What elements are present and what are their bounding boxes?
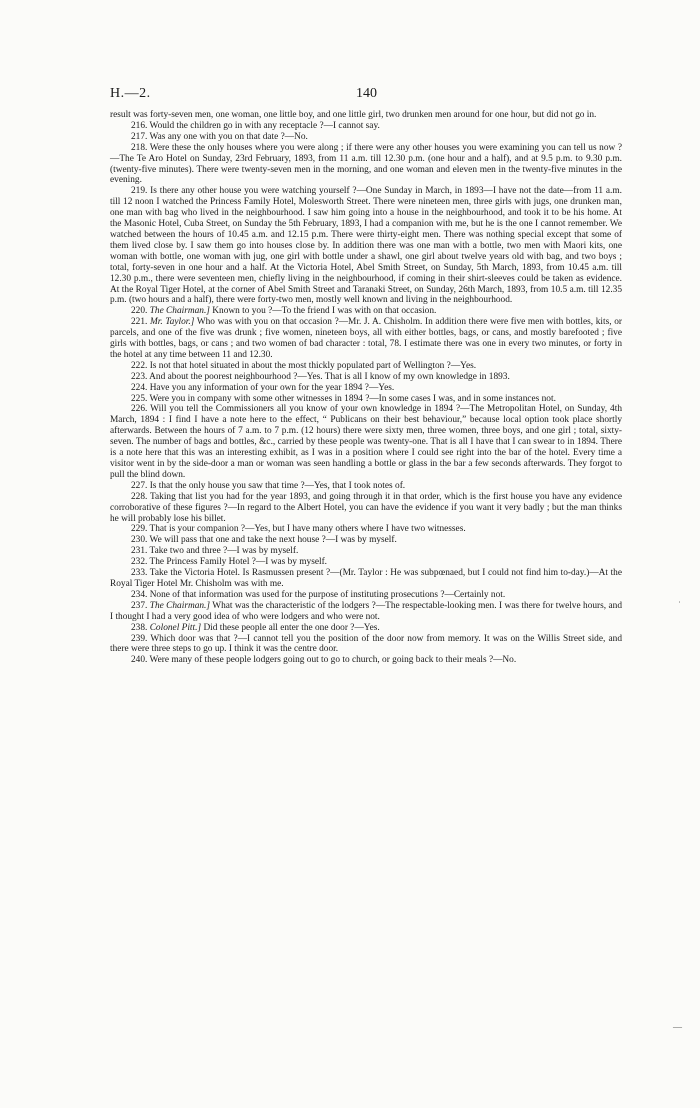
paragraph: 233. Take the Victoria Hotel. Is Rasmussen present ?—(Mr. Taylor : He was subpœnaed, but I could not find him to-day.)—At the Royal Tiger Hotel Mr. Chisholm was with me.	[110, 568, 622, 589]
paragraph: result was forty-seven men, one woman, one little boy, and one little girl, two drunken men around for one hour, but did not go in.	[110, 110, 597, 120]
paragraph: 228. Taking that list you had for the year 1893, and going through it in that order, which is the first house you have any evidence corroborative of these figures ?—In regard to the Albert Hotel, you can have the evidence if you want it very badly ; but the man thinks he will probably lose his billet.	[110, 491, 622, 524]
page-number: 140	[356, 86, 377, 101]
question-number: 221.	[131, 317, 148, 328]
speaker-label: The Chairman.]	[149, 600, 211, 611]
speaker-label: The Chairman.]	[149, 306, 210, 317]
paragraph-text: Who was with you on that occasion ?—Mr. J. A. Chisholm. In addition there were five men with bottles, kits, or parcels, and one of the five was drunk ; five women, nineteen boys, all with either bottles, bags, or cans, and mostly barefooted ; five girls with bottles, bags, or cans ; and two women of bad character : total, 78. I estimate there was one in every two minutes, or forty in the hotel at any time between 11 and 12.30.	[110, 317, 622, 360]
paragraph: 219. Is there any other house you were watching yourself ?—One Sunday in March, in 1893—I have not the date—from 11 a.m. till 12 noon I watched the Princess Family Hotel, Molesworth Street. There were nineteen men, three girls with jugs, one drunken man, one man with bag who lived in the neighbourhood. I saw him going into a house in the neighbourhood, and took it to be his home. At the Masonic Hotel, Cuba Street, on Sunday the 5th February, 1893, I had a companion with me, but he is the one I cannot remember. We watched between the hours of 10.45 a.m. and 12.15 p.m. There were thirty-eight men. There was nothing special except that some of them lived close by. I saw them go into houses close by. In addition there was one man with a bottle, two men with Maori kits, one woman with bottle, one woman with jug, one girl with bottle under a shawl, one girl about twelve years old with bag, and two boys ; total, forty-seven in one hour and a half. At the Victoria Hotel, Abel Smith Street, on Sunday, 5th March, 1893, from 10.45 a.m. till 12.30 p.m., there were seventeen men, chiefly living in the neighbourhood, if coming in their shirt-sleeves could be taken as evidence. At the Royal Tiger Hotel, at the corner of Abel Smith Street and Taranaki Street, on Sunday, 26th March, 1893, from 10.5 a.m. till 12.35 p.m. (two hours and a half), there were forty-two men, mostly well known and living in the neighbourhood.	[110, 186, 622, 306]
speaker-label: Mr. Taylor.]	[150, 317, 195, 328]
paragraph	[110, 317, 622, 361]
paragraph: 226. Will you tell the Commissioners all you know of your own knowledge in 1894 ?—The Metropolitan Hotel, on Sunday, 4th March, 1894 : I find I have a note here to the effect, “ Publicans on their best behaviour,” because local option took place shortly afterwards. Between the hours of 7 a.m. to 7 p.m. (12 hours) there were sixty men, three women, three boys, and one girl ; total, sixty-seven. The number of bags and bottles, &c., carried by these people was twenty-one. That is all I have that I can swear to in 1894. There is a note here that this was an interesting exhibit, as I was in a position where I could see right into the bar of the hotel. Every time a visitor went in by the side-door a man or woman was seen handling a bottle or glass in the bar a few seconds afterwards. They forgot to pull the blind down.	[110, 404, 622, 480]
question-number: 238.	[131, 622, 148, 633]
paragraph: 217. Was any one with you on that date ?—No.	[131, 131, 308, 142]
paragraph	[110, 623, 622, 634]
paragraph: 232. The Princess Family Hotel ?—I was by myself.	[131, 557, 328, 568]
margin-mark: —	[673, 1022, 682, 1032]
paragraph: 227. Is that the only house you saw that time ?—Yes, that I took notes of.	[131, 480, 406, 491]
paragraph-text: 239. Which door was that ?—I cannot tell you the position of the door now from memory. It was on the Willis Street side, and there were three steps to go up. I think it was the centre door.	[110, 633, 622, 655]
speaker-label: Colonel Pitt.]	[149, 622, 202, 633]
document-reference: H.—2.	[110, 86, 151, 101]
paragraph: 223. And about the poorest neighbourhood ?—Yes. That is all I know of my own knowledge in 1893.	[131, 371, 510, 382]
question-number: 220.	[131, 306, 148, 317]
paragraph: 216. Would the children go in with any receptacle ?—I cannot say.	[131, 120, 380, 131]
margin-mark: ˙	[678, 600, 681, 610]
paragraph	[110, 634, 622, 656]
paragraph: 229. That is your companion ?—Yes, but I have many others where I have two witnesses.	[131, 524, 466, 535]
paragraph: 234. None of that information was used for the purpose of instituting prosecutions ?—Certainly not.	[131, 589, 506, 600]
page-header	[110, 86, 622, 104]
paragraph: 231. Take two and three ?—I was by myself.	[131, 546, 299, 557]
paragraph: 222. Is not that hotel situated in about the most thickly populated part of Wellington ?—Yes.	[131, 360, 477, 371]
paragraph-text: Did these people all enter the one door ?—Yes.	[203, 622, 380, 633]
paragraph: 225. Were you in company with some other witnesses in 1894 ?—In some cases I was, and in some instances not.	[131, 393, 556, 404]
question-number: 237.	[131, 600, 148, 611]
paragraph	[110, 601, 622, 623]
paragraph: 224. Have you any information of your own for the year 1894 ?—Yes.	[131, 382, 395, 393]
page-body	[110, 110, 622, 666]
paragraph	[110, 306, 622, 317]
paragraph-text: What was the characteristic of the lodgers ?—The respectable-looking men. I was there for twelve hours, and I thought I had a very good idea of who were lodgers and who were not.	[110, 600, 622, 622]
paragraph: 218. Were these the only houses where you were along ; if there were any other houses you were examining you can tell us now ?—The Te Aro Hotel on Sunday, 23rd February, 1893, from 11 a.m. till 12.30 p.m. (one hour and a half), and at 9.5 p.m. to 9.30 p.m. (twenty-five minutes). There were twenty-seven men in the morning, and one woman and eleven men in the twenty-five minutes in the evening.	[110, 142, 622, 186]
paragraph: 230. We will pass that one and take the next house ?—I was by myself.	[131, 535, 397, 546]
paragraph-text: Known to you ?—To the friend I was with on that occasion.	[212, 306, 437, 317]
paragraph: 240. Were many of these people lodgers going out to go to church, or going back to their meals ?—No.	[131, 655, 517, 666]
